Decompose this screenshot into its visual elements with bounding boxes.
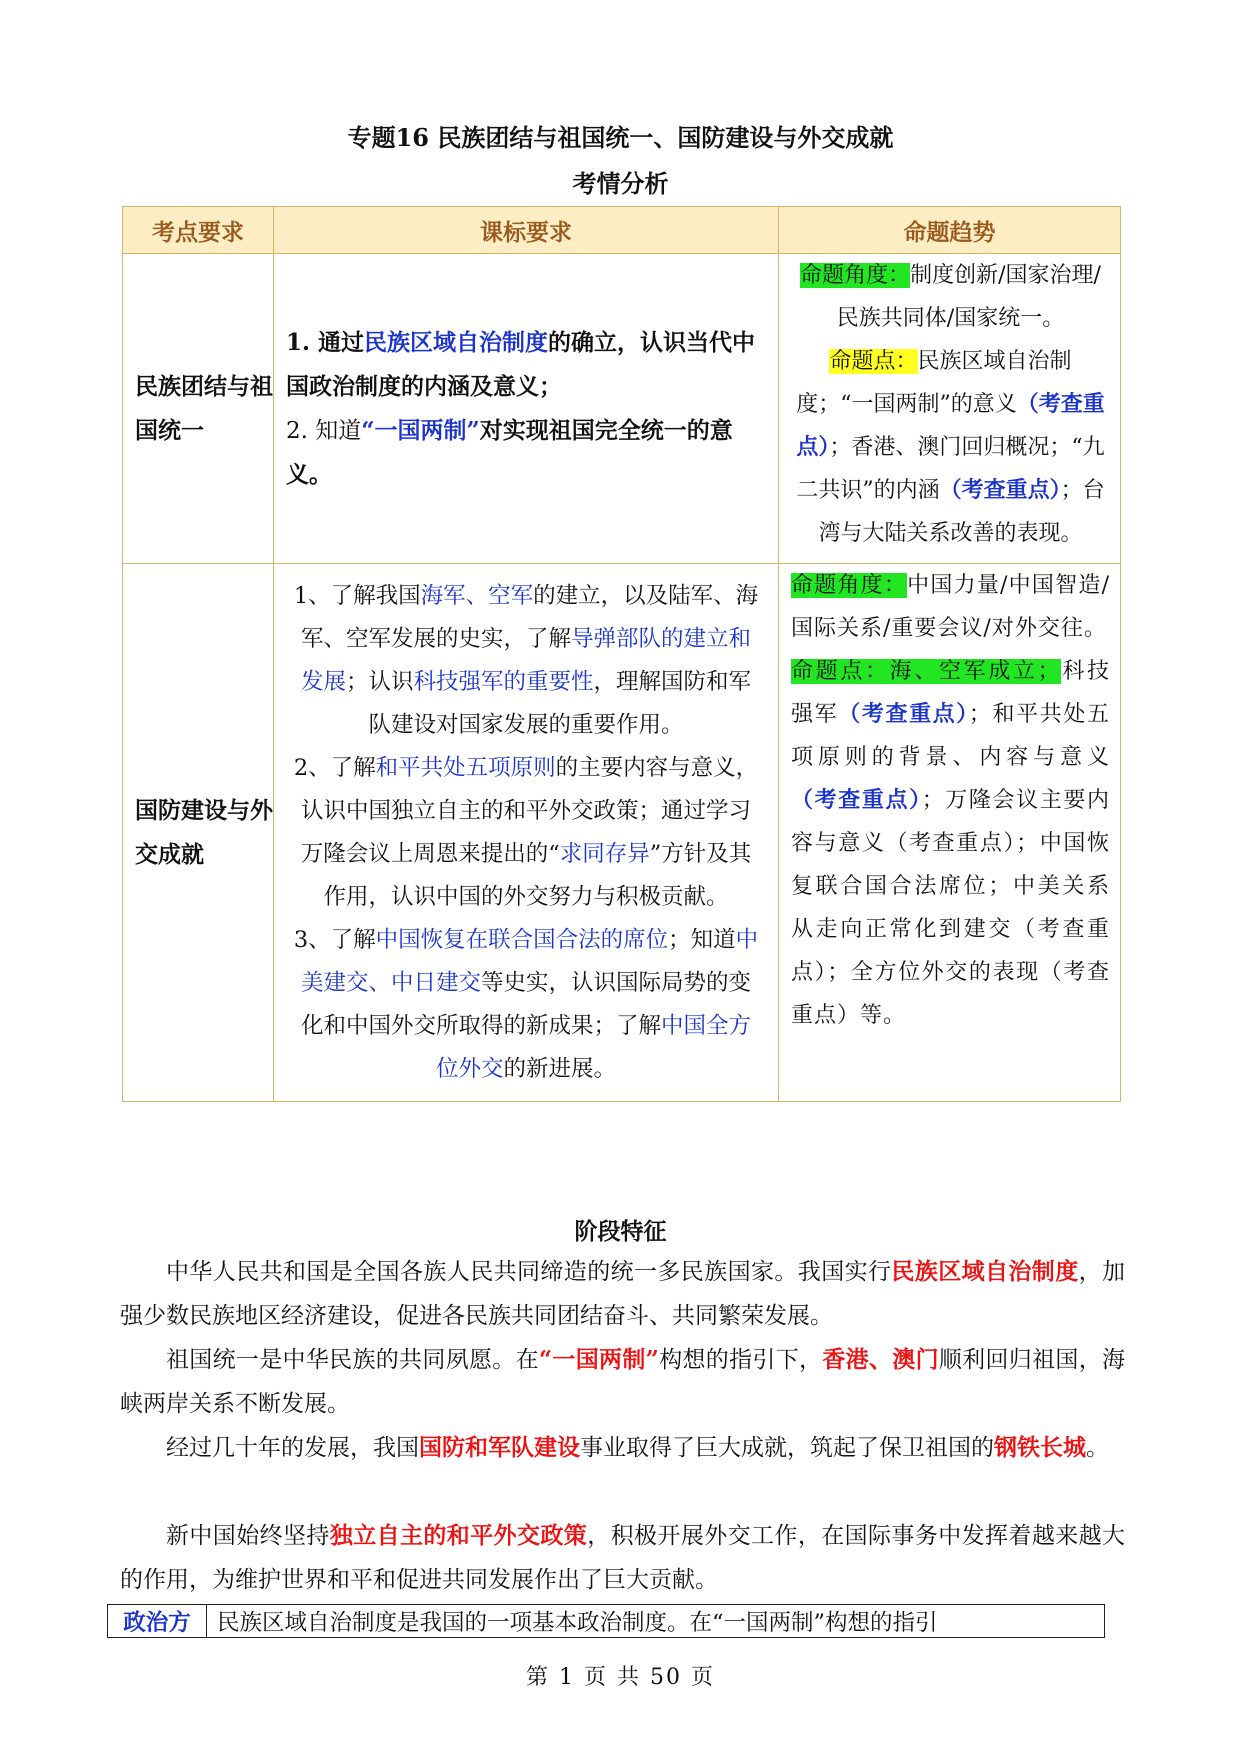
paragraph [120, 1250, 1125, 1338]
text: 对实现祖国完全统一的意义。 [286, 416, 733, 488]
key-tag: （考查重点） [838, 701, 969, 727]
highlight-text: 中美建交、中日建交 [300, 926, 759, 996]
topic-cell [123, 254, 274, 564]
text: 事业取得了巨大成就，筑起了保卫祖国的 [580, 1435, 994, 1461]
highlight-text: 科技强军的重要性 [413, 668, 594, 695]
angle-text: 制度创新/国家治理/民族共同体/国家统一。 [836, 263, 1101, 331]
text: ；台湾与大陆关系改善的表现。 [818, 478, 1105, 546]
standard-cell [274, 254, 779, 564]
emphasis-text: 独立自主的和平外交政策 [329, 1522, 588, 1549]
text: 顺利回归祖国，海峡两岸关系不断发展。 [120, 1347, 1126, 1417]
table-row [123, 254, 1121, 564]
page-footer: 第 1 页 共 50 页 [526, 1665, 715, 1690]
text: 的新进展。 [503, 1055, 617, 1082]
highlight-text: “一国两制” [361, 416, 480, 444]
text: ；和平共处五项原则的背景、内容与意义 [791, 702, 1110, 770]
standard-item [292, 575, 760, 747]
paragraph [120, 1514, 1125, 1602]
text: 1、了解我国 [293, 582, 421, 609]
header-trend: 命题趋势 [779, 207, 1121, 254]
highlight-text: 海军、空军 [420, 582, 534, 609]
standard-item [286, 409, 768, 497]
standard-cell [274, 564, 779, 1102]
document-title: 专题16 民族团结与祖国统一、国防建设与外交成就 [347, 123, 894, 152]
trend-cell [779, 254, 1121, 564]
text: 等史实，认识国际局势的变化和中国外交所取得的新成果；了解 [300, 969, 752, 1039]
point-line [791, 650, 1110, 1037]
text: 经过几十年的发展，我国 [166, 1435, 419, 1461]
point-line [791, 340, 1110, 555]
standard-item [286, 321, 768, 409]
key-tag: （考查重点） [939, 477, 1061, 503]
text: ；认识 [345, 668, 414, 695]
text: ，积极开展外交工作，在国际事务中发挥着越来越大的作用，为维护世界和平和促进共同发展作出了巨大贡献。 [120, 1523, 1126, 1593]
table-header-row [123, 207, 1121, 254]
analysis-table [122, 206, 1121, 1102]
standard-item [292, 747, 760, 919]
highlight-text: 和平共处五项原则 [375, 754, 556, 781]
topic-text: 国防建设与外交成就 [135, 796, 273, 868]
text: ；知道 [668, 926, 736, 953]
angle-text: 中国力量/中国智造/国际关系/重要会议/对外交往。 [791, 573, 1110, 641]
header-requirement: 考点要求 [123, 207, 274, 254]
text: 2、了解 [293, 754, 376, 781]
paragraph [120, 1426, 1125, 1470]
emphasis-text: 民族区域自治制度 [891, 1258, 1079, 1285]
table-row [123, 564, 1121, 1102]
text: 的确立，认识当代中国政治制度的内涵及意义； [286, 328, 756, 400]
key-tag: （考查重点） [796, 391, 1105, 460]
angle-line [791, 564, 1110, 650]
text: 的主要内容与意义，认识中国独立自主的和平外交政策；通过学习万隆会议上周恩来提出的“ [300, 754, 759, 867]
table-row [108, 1605, 1105, 1638]
summary-table [107, 1604, 1105, 1638]
angle-label: 命题角度： [800, 263, 911, 288]
emphasis-text: “一国两制” [538, 1346, 659, 1373]
text: 的建立，以及陆军、海军、空军发展的史实，了解 [300, 582, 759, 652]
stage-features-heading: 阶段特征 [574, 1218, 667, 1245]
category-tag: 政治方 [108, 1605, 207, 1638]
section-subtitle: 考情分析 [572, 169, 669, 198]
standard-item [292, 919, 760, 1091]
topic-text: 民族团结与祖国统一 [135, 372, 273, 444]
point-label: 命题点：海、空军成立； [791, 659, 1061, 684]
highlight-text: 民族区域自治制度 [364, 328, 549, 356]
text: 中华人民共和国是全国各族人民共同缔造的统一多民族国家。我国实行 [166, 1259, 892, 1285]
text: 民族区域自治制度；“一国两制”的意义 [796, 349, 1072, 417]
text: ，理解国防和军队建设对国家发展的重要作用。 [368, 668, 752, 738]
topic-cell [123, 564, 274, 1102]
text: ；万隆会议主要内容与意义（考查重点）；中国恢复联合国合法席位；中美关系从走向正常化到建交（考查重点）；全方位外交的表现（考查重点）等。 [791, 788, 1110, 1028]
header-standard: 课标要求 [274, 207, 779, 254]
text: 2. 知道 [286, 417, 362, 444]
angle-label: 命题角度： [791, 573, 908, 598]
text: 构想的指引下， [658, 1347, 823, 1373]
text: 祖国统一是中华民族的共同夙愿。在 [166, 1347, 539, 1373]
highlight-text: 中国恢复在联合国合法的席位 [375, 926, 669, 953]
paragraph [120, 1338, 1125, 1426]
highlight-text: 求同存异 [559, 840, 650, 867]
text: 科技强军 [791, 659, 1110, 727]
highlight-text: 导弹部队的建立和发展 [300, 625, 752, 695]
emphasis-text: 国防和军队建设 [419, 1434, 580, 1461]
trend-cell [779, 564, 1121, 1102]
text: ；香港、澳门回归概况；“九二共识”的内涵 [796, 435, 1105, 503]
emphasis-text: 香港、澳门 [822, 1346, 939, 1373]
angle-line [791, 254, 1110, 340]
text: 。 [1086, 1435, 1109, 1461]
text: ”方针及其作用，认识中国的外交努力与积极贡献。 [323, 840, 752, 910]
key-tag: （考查重点） [791, 787, 922, 813]
point-label: 命题点： [829, 349, 918, 374]
text: 3、了解 [293, 926, 376, 953]
emphasis-text: 钢铁长城 [994, 1434, 1086, 1461]
text: 1. 通过 [286, 328, 365, 356]
text: ，加强少数民族地区经济建设，促进各民族共同团结奋斗、共同繁荣发展。 [120, 1259, 1126, 1329]
text: 新中国始终坚持 [166, 1523, 330, 1549]
summary-text: 民族区域自治制度是我国的一项基本政治制度。在“一国两制”构想的指引 [207, 1605, 1105, 1638]
highlight-text: 中国全方位外交 [435, 1012, 752, 1082]
